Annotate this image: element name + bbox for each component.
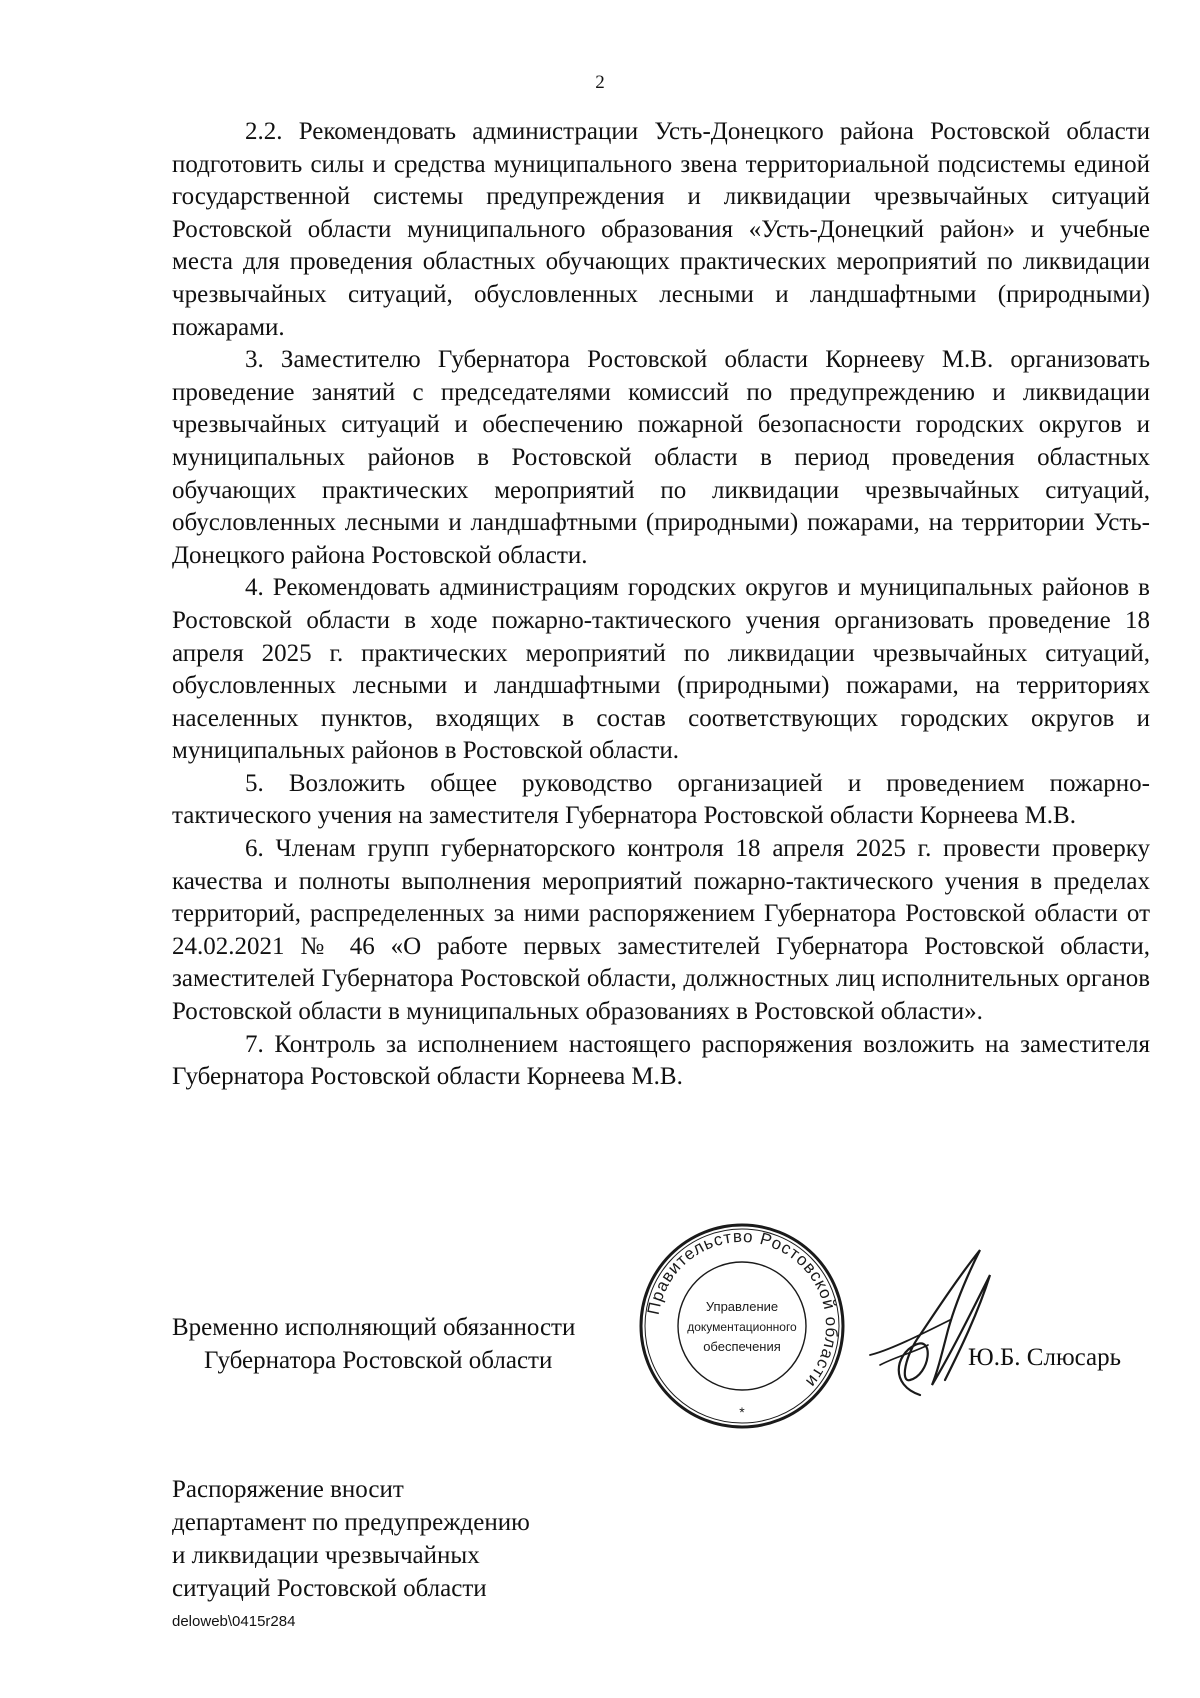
stamp-inner-line2: документационного [687,1320,797,1334]
paragraph-2-2: 2.2. Рекомендовать администрации Усть-Донецкого района Ростовской области подготовить силы и средства муниципального звена территориальной подсистемы единой государственной системы предупреждения и ликвидации чрезвычайных ситуаций Ростовской области муниципального образования «Усть-Донецкий район» и учебные места для проведения областных обучающих практических мероприятий по ликвидации чрезвычайных ситуаций, обусловленных лесными и ландшафтными (природными) пожарами. [172,118,1150,341]
introduced-by-block [172,1473,530,1605]
signatory-name: Ю.Б. Слюсарь [968,1344,1122,1371]
paragraph-3: 3. Заместителю Губернатора Ростовской области Корнееву М.В. организовать проведение занятий с председателями комиссий по предупреждению и ликвидации чрезвычайных ситуаций и обеспечению пожарной безопасности городских округов и муниципальных районов в Ростовской области в период проведения областных обучающих практических мероприятий по ликвидации чрезвычайных ситуаций, обусловленных лесными и ландшафтными (природными) пожарами, на территории Усть-Донецкого района Ростовской области. [172,346,1150,569]
signatory-position-line2: Губернатора Ростовской области [204,1347,553,1374]
stamp-outer-text: Правительство Ростовской области [643,1226,842,1392]
page-number: 2 [595,72,605,93]
paragraph-7: 7. Контроль за исполнением настоящего распоряжения возложить на заместителя Губернатора Ростовской области Корнеева М.В. [172,1030,1150,1091]
introduced-by-line3: и ликвидации чрезвычайных [172,1542,480,1569]
introduced-by-line4: ситуаций Ростовской области [172,1575,487,1602]
stamp-star-icon: * [739,1404,745,1420]
document-body [172,116,1150,1094]
official-stamp [637,1221,847,1431]
stamp-inner-line3: обеспечения [703,1339,781,1354]
footer-document-code: deloweb\0415r284 [172,1613,296,1630]
introduced-by-line1: Распоряжение вносит [172,1476,404,1503]
signatory-position-line1: Временно исполняющий обязанности [172,1314,576,1341]
paragraph-5: 5. Возложить общее руководство организацией и проведением пожарно-тактического учения на заместителя Губернатора Ростовской области Корнеева М.В. [172,769,1150,830]
paragraph-6: 6. Членам групп губернаторского контроля 18 апреля 2025 г. провести проверку качества и полноты выполнения мероприятий пожарно-тактического учения в пределах территорий, распределенных за ними распоряжением Губернатора Ростовской области от 24.02.2021 № 46 «О работе первых заместителей Губернатора Ростовской области, заместителей Губернатора Ростовской области, должностных лиц исполнительных органов Ростовской области в муниципальных образованиях в Ростовской области». [172,835,1150,1026]
introduced-by-line2: департамент по предупреждению [172,1509,530,1536]
stamp-inner-line1: Управление [705,1299,779,1314]
handwritten-signature [860,1235,1000,1405]
signatory-position [172,1311,575,1377]
paragraph-4: 4. Рекомендовать администрациям городских округов и муниципальных районов в Ростовской области в ходе пожарно-тактического учения организовать проведение 18 апреля 2025 г. практических мероприятий по ликвидации чрезвычайных ситуаций, обусловленных лесными и ландшафтными (природными) пожарами, на территориях населенных пунктов, входящих в состав соответствующих городских округов и муниципальных районов в Ростовской области. [172,574,1150,765]
